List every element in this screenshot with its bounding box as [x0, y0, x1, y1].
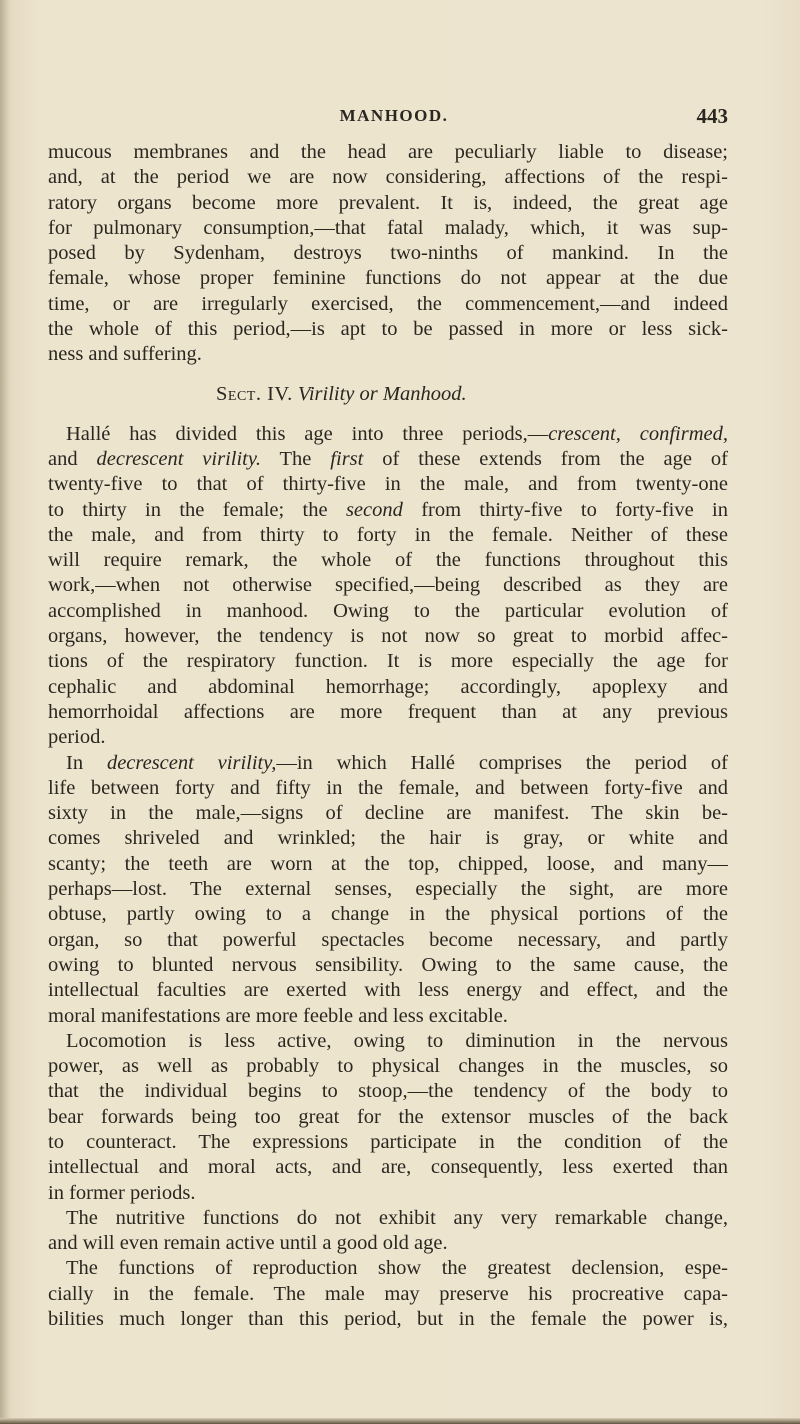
text-line: The functions of reproduction show the greatest declension, espe-	[66, 1257, 728, 1280]
section-title: Virility or Manhood.	[297, 382, 467, 405]
text-line: to counteract. The expressions participate in the condition of the	[48, 1130, 728, 1153]
text-line: time, or are irregularly exercised, the commencement,—and indeed	[48, 292, 728, 315]
text-line: accomplished in manhood. Owing to the particular evolution of	[48, 599, 728, 622]
text-run: to thirty in the female; the	[48, 498, 346, 521]
italic-run: decrescent virility.	[96, 447, 261, 470]
text-line: twenty-five to that of thirty-five in the male, and from twenty-one	[48, 473, 728, 496]
text-line: organs, however, the tendency is not now so great to morbid affec-	[48, 625, 728, 648]
text-line: moral manifestations are more feeble and less excitable.	[48, 1004, 508, 1027]
text-line: cephalic and abdominal hemorrhage; accordingly, apoplexy and	[48, 675, 728, 698]
text-line: for pulmonary consumption,—that fatal malady, which, it was sup-	[48, 216, 728, 239]
text-line: organ, so that powerful spectacles become necessary, and partly	[48, 928, 728, 951]
text-line: Locomotion is less active, owing to diminution in the nervous	[66, 1029, 728, 1052]
text-line: that the individual begins to stoop,—the tendency of the body to	[48, 1080, 728, 1103]
italic-run: first	[330, 447, 364, 470]
text-line: intellectual and moral acts, and are, consequently, less exerted than	[48, 1156, 728, 1179]
text-line: scanty; the teeth are worn at the top, chipped, loose, and many—	[48, 852, 728, 875]
text-run: of these extends from the age of	[363, 447, 728, 470]
text-line: power, as well as probably to physical changes in the muscles, so	[48, 1055, 728, 1078]
text-line: The nutritive functions do not exhibit any very remarkable change,	[66, 1206, 728, 1229]
text-run: Hallé has divided this age into three periods,—	[66, 422, 549, 445]
text-line	[48, 422, 728, 447]
text-line: ness and suffering.	[48, 343, 202, 366]
running-title: MANHOOD.	[339, 106, 449, 125]
text-line: intellectual faculties are exerted with less energy and effect, and the	[48, 979, 728, 1002]
text-line: posed by Sydenham, destroys two-ninths of mankind. In the	[48, 242, 728, 265]
text-line: sixty in the male,—signs of decline are manifest. The skin be-	[48, 802, 728, 825]
text-run: —in which Hallé comprises the period of	[276, 751, 728, 774]
text-line: period.	[48, 726, 106, 749]
text-line: will require remark, the whole of the functions throughout this	[48, 549, 728, 572]
text-line: the male, and from thirty to forty in the female. Neither of these	[48, 523, 728, 546]
italic-run: second	[345, 498, 403, 521]
spacer	[48, 368, 728, 382]
text-line	[48, 447, 728, 472]
text-line: ratory organs become more prevalent. It is, indeed, the great age	[48, 191, 728, 214]
text-line: obtuse, partly owing to a change in the physical portions of the	[48, 903, 728, 926]
running-head	[60, 104, 728, 132]
text-line: bear forwards being too great for the extensor muscles of the back	[48, 1105, 728, 1128]
text-line: and will even remain active until a good old age.	[48, 1232, 448, 1255]
spacer	[48, 410, 728, 422]
text-line: comes shriveled and wrinkled; the hair is gray, or white and	[48, 827, 728, 850]
page-number: 443	[696, 104, 728, 128]
text-run: and	[48, 447, 97, 470]
binding-gutter-shadow	[0, 0, 10, 1424]
text-line: life between forty and fifty in the female, and between forty-five and	[48, 776, 728, 799]
italic-run: decrescent virility,	[106, 751, 277, 774]
page-bottom-edge	[0, 1418, 800, 1424]
text-run: The	[260, 447, 331, 470]
text-run: from thirty-five to forty-five in	[402, 498, 728, 521]
text-line: cially in the female. The male may preserve his procreative capa-	[48, 1282, 728, 1305]
text-line: perhaps—lost. The external senses, especially the sight, are more	[48, 878, 728, 901]
text-run: In	[66, 751, 107, 774]
text-line: the whole of this period,—is apt to be passed in more or less sick-	[48, 318, 728, 341]
text-line: owing to blunted nervous sensibility. Owing to the same cause, the	[48, 953, 728, 976]
section-number: Sect. IV.	[216, 382, 293, 405]
text-line: hemorrhoidal affections are more frequent than at any previous	[48, 700, 728, 723]
text-line: female, whose proper feminine functions do not appear at the due	[48, 267, 728, 290]
section-heading	[48, 382, 728, 410]
text-line: mucous membranes and the head are peculiarly liable to disease;	[48, 141, 728, 163]
italic-run: crescent, confirmed,	[548, 422, 728, 445]
text-line: in former periods.	[48, 1181, 196, 1204]
text-line: work,—when not otherwise specified,—being described as they are	[48, 574, 728, 597]
text-line: tions of the respiratory function. It is more especially the age for	[48, 650, 728, 673]
text-line: bilities much longer than this period, but in the female the power is,	[48, 1308, 728, 1331]
text-line	[48, 498, 728, 523]
body-text	[48, 140, 728, 1332]
text-line: and, at the period we are now considering, affections of the respi-	[48, 166, 728, 189]
text-line	[48, 751, 728, 776]
